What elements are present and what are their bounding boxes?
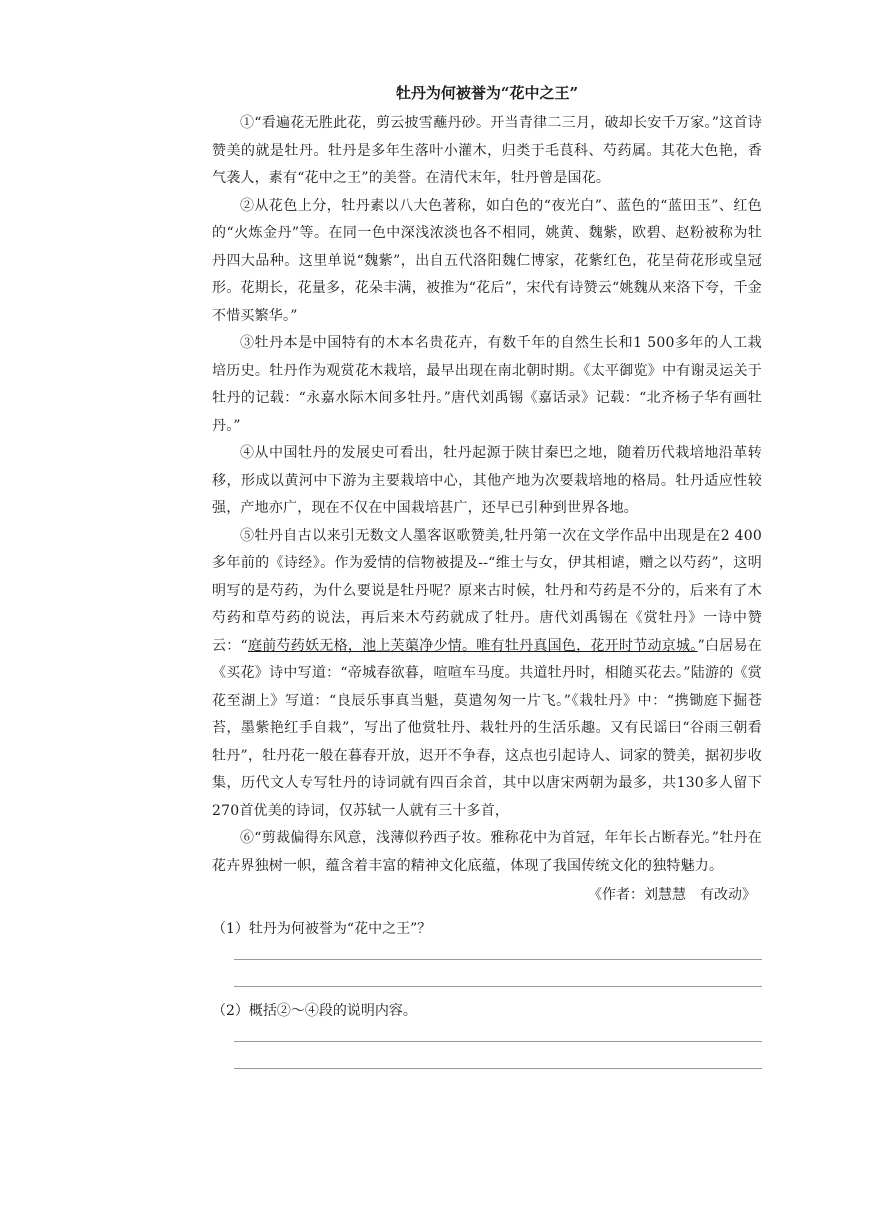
- paragraph-5-text-b: ”白居易在《买花》诗中写道：“帝城春欲暮，喧喧车马度。共道牡丹时，相随买花去。”陆游的《赏花至湖上》写道：“良辰乐事真当魁，莫遣匆匆一片飞。”《栽牡丹》中：“携锄庭下掘苍苔，墨紫艳红手自栽”，写出了他赏牡丹、栽牡丹的生活乐趣。又有民谣曰“谷雨三朝看牡丹”，牡丹花一般在暮春开放，迟开不争春，这点也引起诗人、词家的赞美，据初步收集，历代文人专写牡丹的诗词就有四百余首，其中以唐宋两朝为最多，共130多人留下270首优美的诗词，仅苏轼一人就有三十多首，: [212, 637, 762, 819]
- answer-line[interactable]: [234, 986, 762, 987]
- paragraph-5-text-a: ⑤牡丹自古以来引无数文人墨客讴歌赞美,牡丹第一次在文学作品中出现是在2 400多年前的《诗经》。作为爱情的信物被提及--“维士与女，伊其相谑，赠之以芍药”，这明明写的是芍药，为什么要说是牡丹呢？原来古时候，牡丹和芍药是不分的，后来有了木芍药和草芍药的说法，再后来木芍药就成了牡丹。唐代刘禹锡在《赏牡丹》一诗中赞云：“: [212, 527, 762, 654]
- answer-line[interactable]: [234, 959, 762, 960]
- paragraph-1: ①“看遍花无胜此花，剪云披雪蘸丹砂。开当青律二三月，破却长安千万家。”这首诗赞美的就是牡丹。牡丹是多年生落叶小灌木，归类于毛茛科、芍药属。其花大色艳，香气袭人，素有“花中之王”的美誉。在清代末年，牡丹曾是国花。: [212, 115, 762, 186]
- document-page: [212, 82, 762, 1069]
- answer-line[interactable]: [234, 1068, 762, 1069]
- paragraph-3: ③牡丹本是中国特有的木本名贵花卉，有数千年的自然生长和1 500多年的人工栽培历史。牡丹作为观赏花木栽培，最早出现在南北朝时期。《太平御览》中有谢灵运关于牡丹的记载：“永嘉水际木间多牡丹。”唐代刘禹锡《嘉话录》记载：“北齐杨子华有画牡丹。”: [212, 335, 762, 434]
- paragraph-2: ②从花色上分，牡丹素以八大色著称，如白色的“夜光白”、蓝色的“蓝田玉”、红色的“火炼金丹”等。在同一色中深浅浓淡也各不相同，姚黄、魏紫，欧碧、赵粉被称为牡丹四大品种。这里单说“魏紫”，出自五代洛阳魏仁博家，花紫红色，花呈荷花形或皇冠形。花期长，花量多，花朵丰满，被推为“花后”，宋代有诗赞云“姚魏从来洛下夸，千金不惜买繁华。”: [212, 197, 762, 324]
- question-2: （2）概括②～④段的说明内容。: [212, 1003, 417, 1019]
- question-1: （1）牡丹为何被誉为“花中之王”？: [212, 921, 432, 937]
- underlined-poem-lines: 庭前芍药妖无格，池上芙蕖净少情。唯有牡丹真国色，花开时节动京城。: [247, 637, 698, 654]
- answer-line[interactable]: [234, 1041, 762, 1042]
- paragraph-6: ⑥“剪裁偏得东风意，浅薄似矜西子妆。雅称花中为首冠，年年长占断春光。”牡丹在花卉界独树一帜，蕴含着丰富的精神文化底蕴，体现了我国传统文化的独特魅力。: [212, 830, 762, 874]
- paragraph-4: ④从中国牡丹的发展史可看出，牡丹起源于陕甘秦巴之地，随着历代栽培地沿革转移，形成以黄河中下游为主要栽培中心，其他产地为次要栽培地的格局。牡丹适应性较强，产地亦广，现在不仅在中国栽培甚广，还早已引种到世界各地。: [212, 445, 762, 516]
- article-title: 牡丹为何被誉为“花中之王”: [395, 84, 579, 102]
- question-1-block: [212, 917, 762, 987]
- source-attribution: 《作者：刘慧慧 有改动》: [588, 887, 756, 903]
- paragraph-5: [212, 523, 762, 826]
- question-2-block: [212, 999, 762, 1069]
